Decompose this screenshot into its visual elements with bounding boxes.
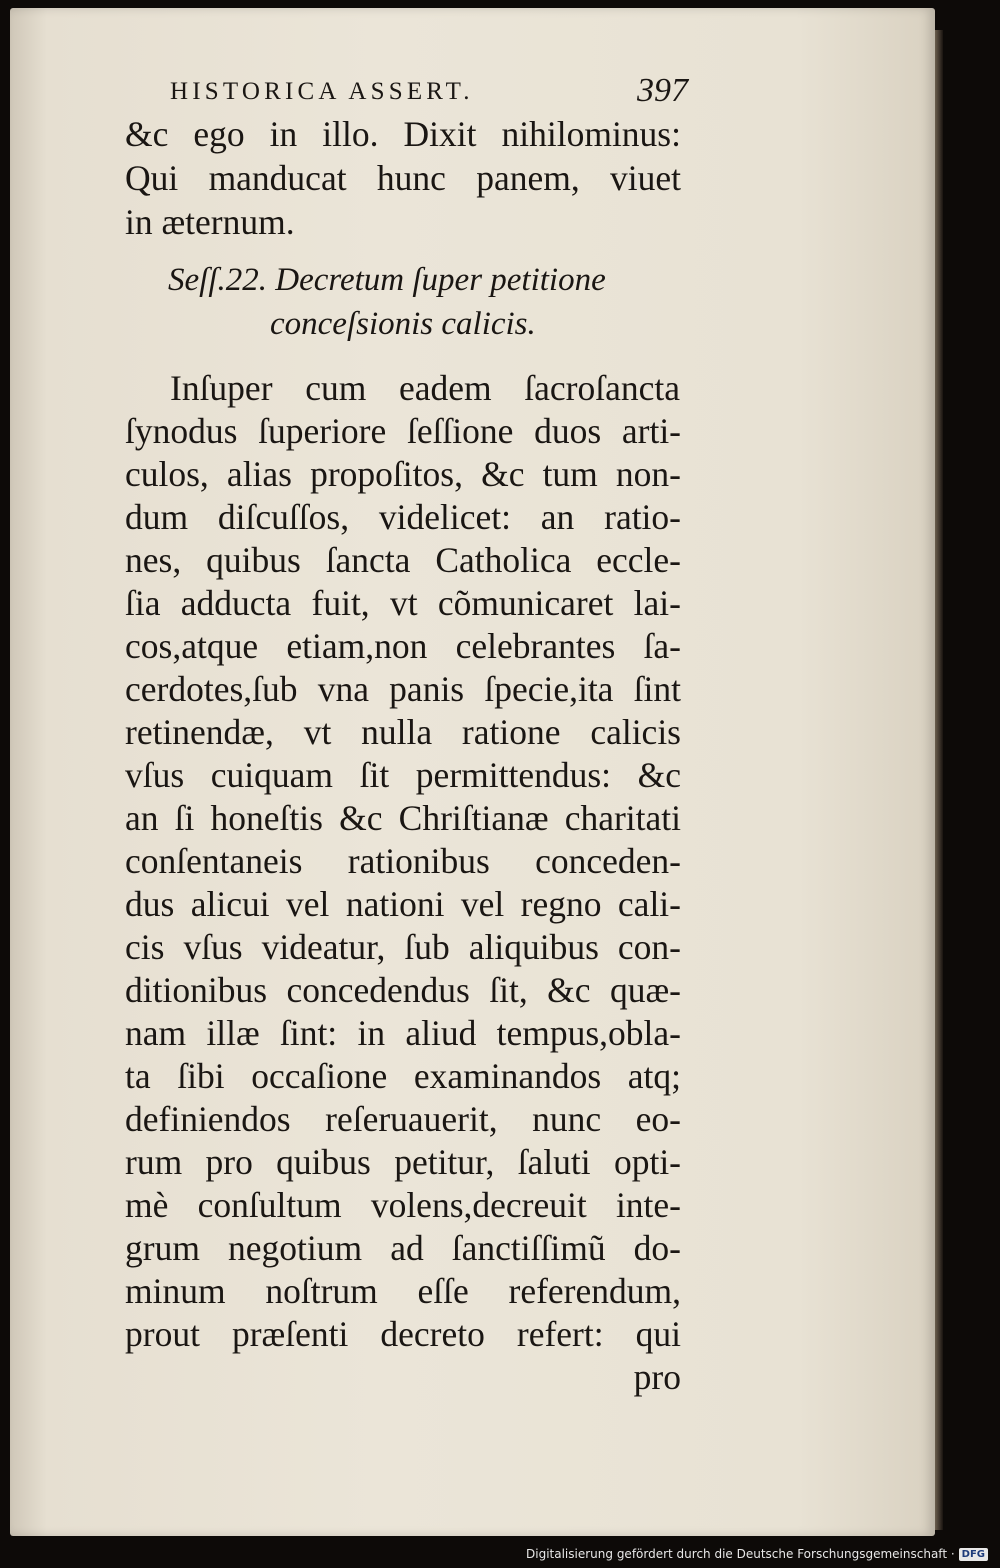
text-line: rum pro quibus petitur, ſaluti opti- [125,1142,681,1182]
text-line: Qui manducat hunc panem, viuet [125,158,681,198]
dfg-logo: DFG [959,1548,988,1561]
text-line: an ſi honeſtis &c Chriſtianæ charitati [125,798,681,838]
text-line: conſentaneis rationibus conceden- [125,841,681,881]
text-line: mè conſultum volens,decreuit inte- [125,1185,681,1225]
section-heading-line1: Seſſ.22. Decretum ſuper petitione [168,262,606,298]
text-line: nes, quibus ſancta Catholica eccle- [125,540,681,580]
page-number: 397 [637,72,688,109]
text-line: minum noſtrum eſſe referendum, [125,1271,681,1311]
text-line: &c ego in illo. Dixit nihilominus: [125,114,681,154]
catchword: pro [633,1357,681,1397]
credit-text: Digitalisierung gefördert durch die Deutsche Forschungsgemeinschaft · [526,1547,955,1561]
text-line: cerdotes,ſub vna panis ſpecie,ita ſint [125,669,681,709]
text-line: prout præſenti decreto refert: qui [125,1314,681,1354]
text-line: ſynodus ſuperiore ſeſſione duos arti- [125,411,681,451]
text-line: cos,atque etiam,non celebrantes ſa- [125,626,681,666]
text-line: retinendæ, vt nulla ratione calicis [125,712,681,752]
text-line: nam illæ ſint: in aliud tempus,obla- [125,1013,681,1053]
text-line: in æternum. [125,202,295,242]
text-line: culos, alias propoſitos, &c tum non- [125,454,681,494]
text-line: vſus cuiquam ſit permittendus: &c [125,755,681,795]
text-line: ſia adducta fuit, vt cõmunicaret lai- [125,583,681,623]
text-line: Inſuper cum eadem ſacroſancta [170,368,680,408]
text-line: grum negotium ad ſanctiſſimũ do- [125,1228,681,1268]
digitization-credit [526,1547,988,1561]
text-line: dum diſcuſſos, videlicet: an ratio- [125,497,681,537]
running-head: HISTORICA ASSERT. [170,78,474,105]
text-line: ta ſibi occaſione examinandos atq; [125,1056,681,1096]
page-edge-shadow [935,30,943,1530]
text-line: ditionibus concedendus ſit, &c quæ- [125,970,681,1010]
text-line: cis vſus videatur, ſub aliquibus con- [125,927,681,967]
text-line: definiendos reſeruauerit, nunc eo- [125,1099,681,1139]
page-header [170,72,690,112]
section-heading-line2: conceſsionis calicis. [270,306,536,342]
text-line: dus alicui vel nationi vel regno cali- [125,884,681,924]
